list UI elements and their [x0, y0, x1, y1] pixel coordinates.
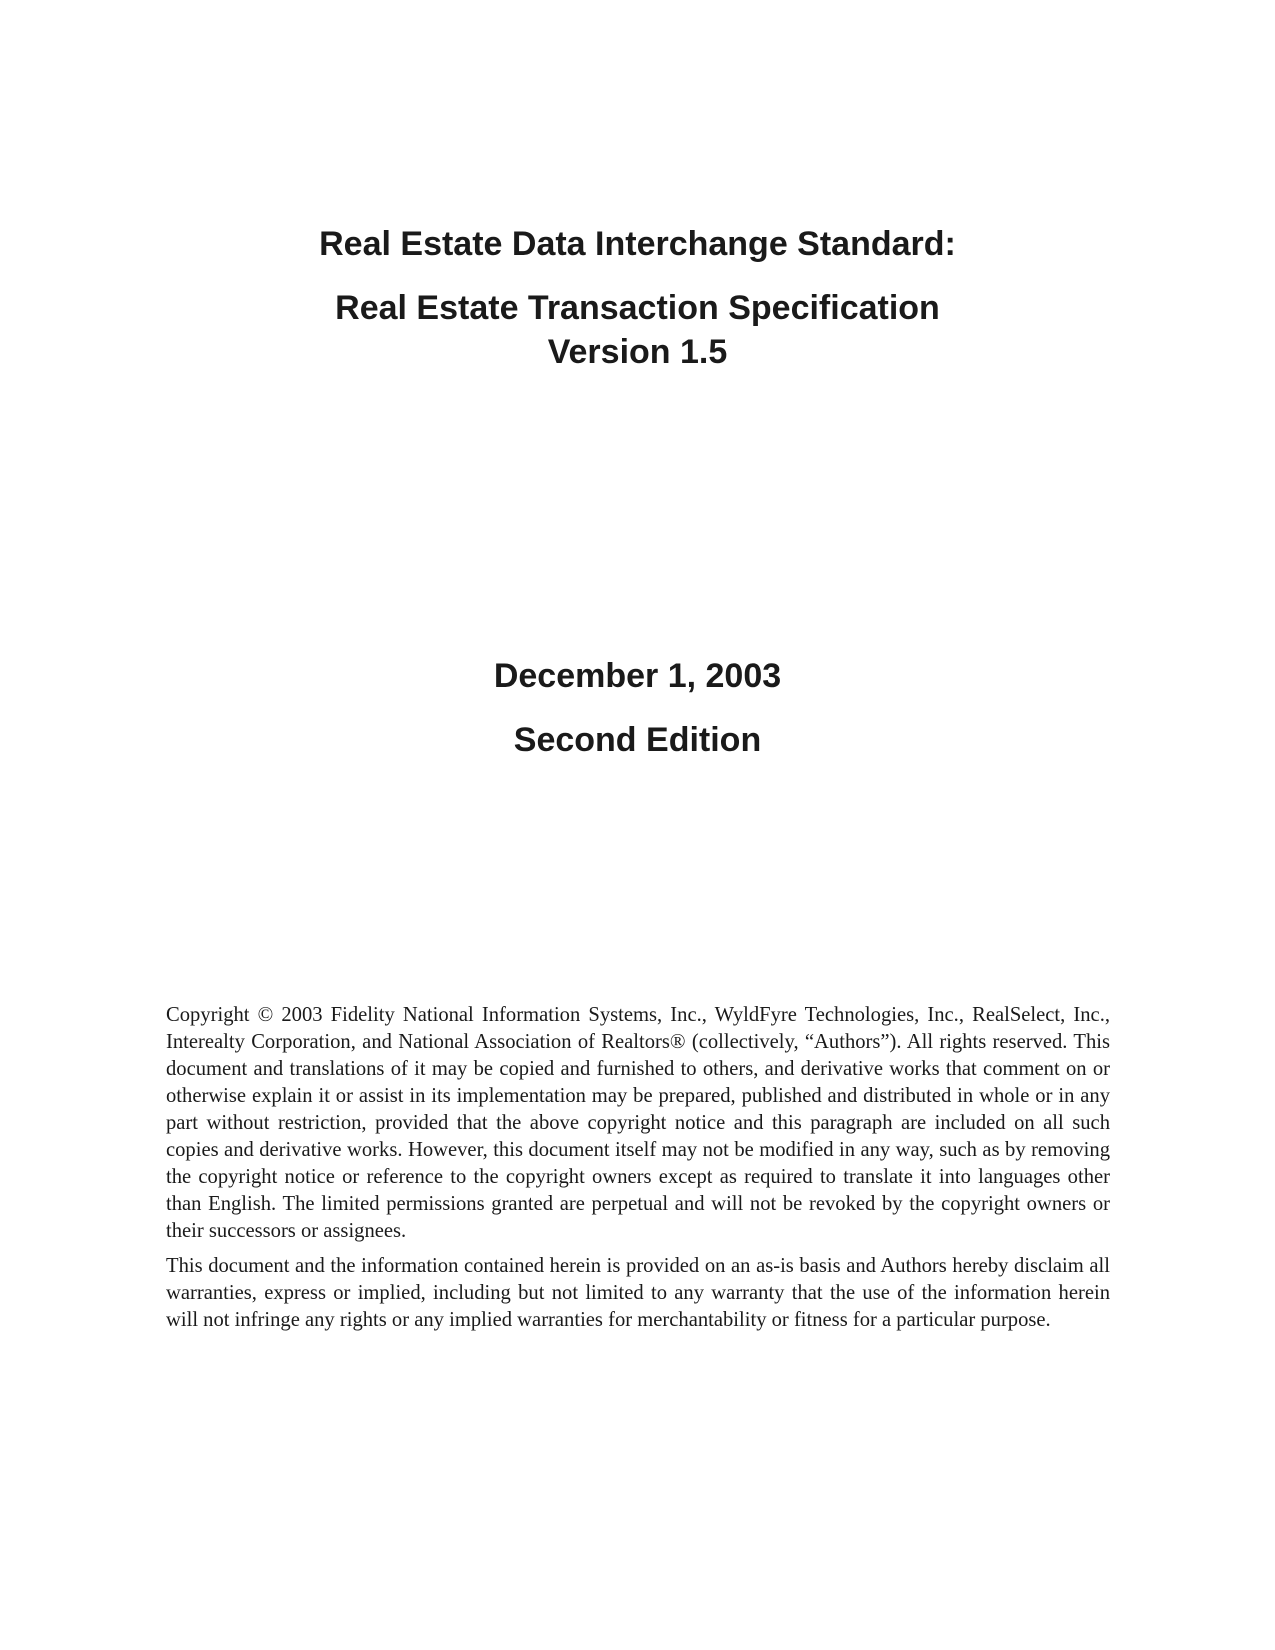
document-title-line-1: Real Estate Data Interchange Standard:	[319, 225, 956, 263]
copyright-paragraph: Copyright © 2003 Fidelity National Information Systems, Inc., WyldFyre Technologies, Inc., RealSelect, Inc., Interealty Corporation, and National Association of Realtors® (collectively, “Authors”). All rights reserved. This document and translations of it may be copied and furnished to others, and derivative works that comment on or otherwise explain it or assist in its implementation may be prepared, published and distributed in whole or in any part without restriction, provided that the above copyright notice and this paragraph are included on all such copies and derivative works. However, this document itself may not be modified in any way, such as by removing the copyright notice or reference to the copyright owners except as required to translate it into languages other than English. The limited permissions granted are perpetual and will not be revoked by the copyright owners or their successors or assignees.	[166, 1004, 1110, 1242]
title-block	[0, 224, 1275, 372]
document-date: December 1, 2003	[493, 657, 782, 695]
document-version: Version 1.5	[547, 333, 728, 371]
disclaimer-paragraph: This document and the information contained herein is provided on an as-is basis and Authors hereby disclaim all warranties, express or implied, including but not limited to any warranty that the use of the information herein will not infringe any rights or any implied warranties for merchantability or fitness for a particular purpose.	[166, 1255, 1110, 1331]
date-block	[0, 656, 1275, 760]
document-edition: Second Edition	[513, 721, 762, 759]
document-title-line-2: Real Estate Transaction Specification	[335, 289, 940, 327]
legal-notice	[166, 1002, 1110, 1342]
